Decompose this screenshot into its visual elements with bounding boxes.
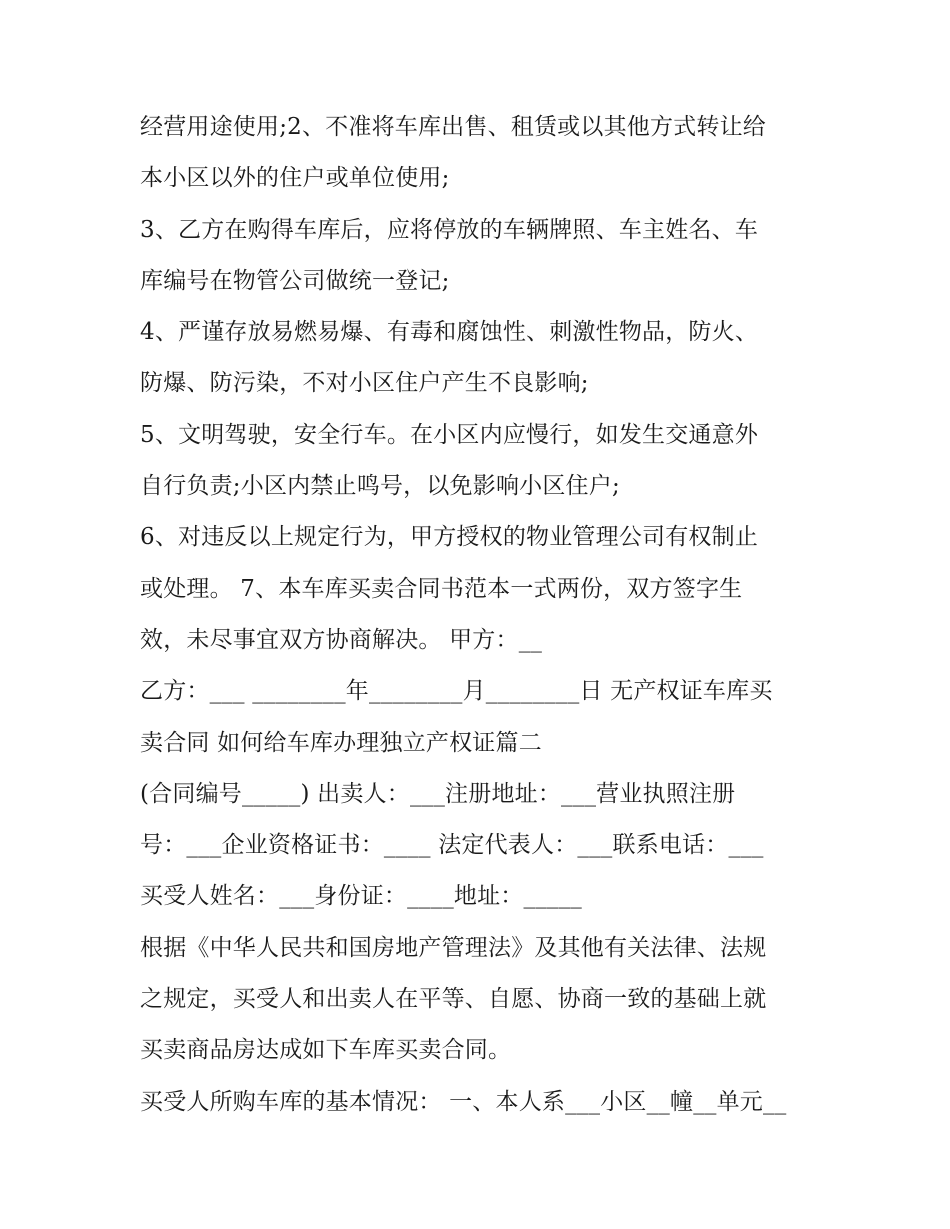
text-line: 根据《中华人民共和国房地产管理法》及其他有关法律、法规 <box>140 934 767 961</box>
text-line: 6、对违反以上规定行为，甲方授权的物业管理公司有权制止 <box>140 524 759 551</box>
text-line: 乙方：___ ________年________月________日 无产权证车库买 <box>140 678 773 705</box>
text-line: 4、严谨存放易燃易爆、有毒和腐蚀性、刺激性物品，防火、 <box>140 319 759 346</box>
text-line: 库编号在物管公司做统一登记; <box>140 267 450 294</box>
text-line: 买受人所购车库的基本情况： 一、本人系___小区__幢__单元__ <box>140 1088 787 1115</box>
text-line: 防爆、防污染，不对小区住户产生不良影响; <box>140 370 589 397</box>
text-line: 本小区以外的住户或单位使用; <box>140 165 450 192</box>
text-line: 自行负责;小区内禁止鸣号，以免影响小区住户; <box>140 473 620 500</box>
text-line: 买受人姓名：___身份证：____地址：_____ <box>140 883 582 910</box>
contract-body-text <box>140 102 820 1128</box>
text-line: 号：___企业资格证书：____ 法定代表人：___联系电话：___ <box>140 832 764 859</box>
text-line: 买卖商品房达成如下车库买卖合同。 <box>140 1037 512 1064</box>
text-line: 之规定，买受人和出卖人在平等、自愿、协商一致的基础上就 <box>140 986 767 1013</box>
text-line: 或处理。 7、本车库买卖合同书范本一式两份，双方签字生 <box>140 575 743 602</box>
text-line: 3、乙方在购得车库后，应将停放的车辆牌照、车主姓名、车 <box>140 216 759 243</box>
text-line: 5、文明驾驶，安全行车。在小区内应慢行，如发生交通意外 <box>140 421 759 448</box>
text-line: 经营用途使用;2、不准将车库出售、租赁或以其他方式转让给 <box>140 114 766 140</box>
text-line: 效，未尽事宜双方协商解决。 甲方：__ <box>140 626 543 653</box>
text-line: 卖合同 如何给车库办理独立产权证篇二 <box>140 729 542 756</box>
text-line: (合同编号_____) 出卖人：___注册地址：___营业执照注册 <box>140 780 736 807</box>
